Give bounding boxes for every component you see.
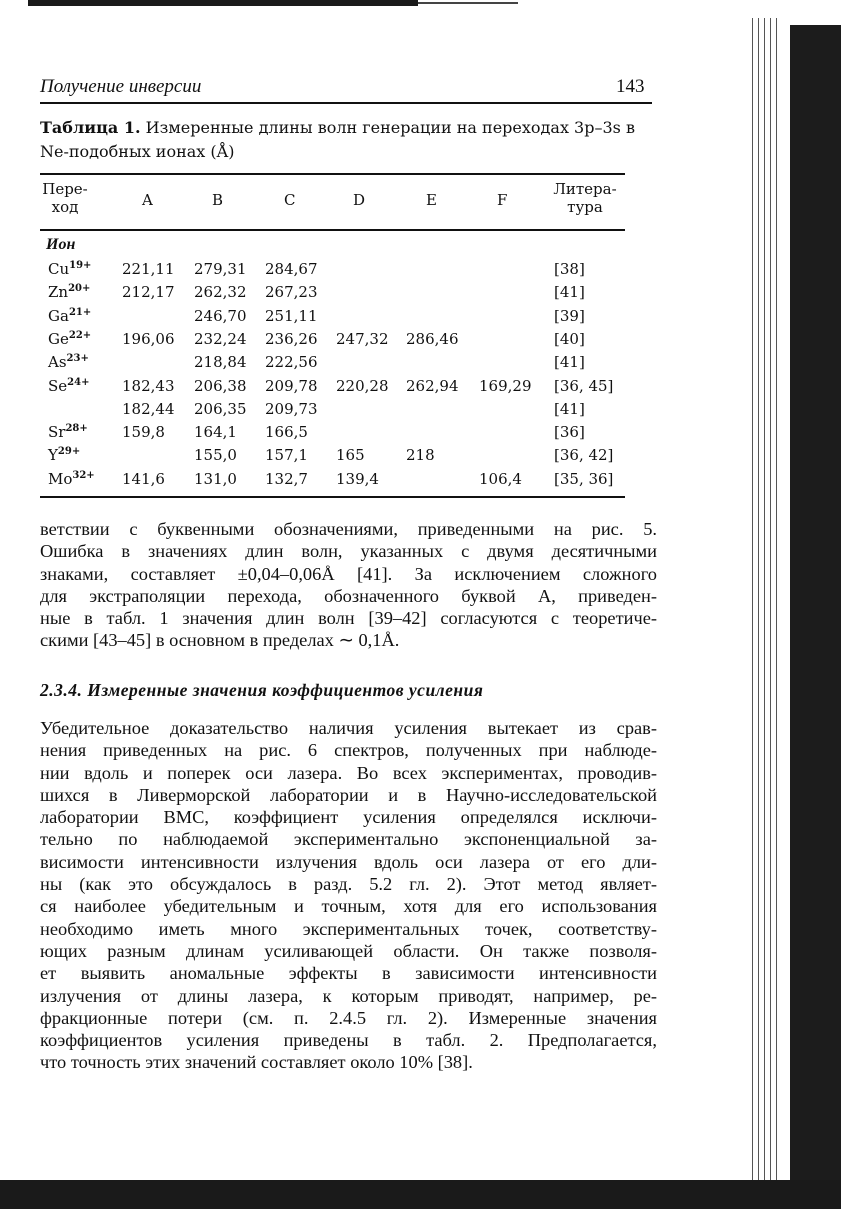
wavelength-cell-c: 209,78 [265,376,318,395]
wavelength-cell-c: 132,7 [265,469,308,488]
wavelength-cell-d: 220,28 [336,376,389,395]
table-row [40,377,625,401]
wavelength-cell-b: 279,31 [194,260,247,278]
ion-cell [48,283,90,301]
running-title: Получение инверсии [40,76,202,97]
page-number: 143 [616,76,645,97]
table-row [40,423,625,447]
col-header-references-line2: тура [567,198,603,216]
reference-cell: [36, 45] [554,376,614,395]
table-header [40,180,625,226]
col-header-c: C [284,191,296,209]
scan-right-edge [790,25,841,1180]
table-row [40,400,625,424]
col-header-a: A [142,191,153,209]
ion-symbol: Zn [48,283,69,302]
text-line: висимости интенсивности излучения вдоль оси лазера от его дли- [40,851,657,872]
text-line: нии вдоль и поперек оси лазера. Во всех экспериментах, проводив- [40,762,657,783]
wavelength-cell-c: 157,1 [265,446,308,465]
text-line: ные в табл. 1 значения длин волн [39–42] согласуются с теоретиче- [40,608,657,629]
ion-cell [48,446,80,464]
col-header-references-line1: Литера- [553,180,617,198]
paragraph-gain-measurements [40,717,657,1074]
text-line: ет выявить аномальные эффекты в зависимости интенсивности [40,963,657,984]
ion-cell [48,377,89,395]
reference-cell: [39] [554,306,585,325]
scan-top-edge-thin [418,2,518,4]
ion-symbol: Ge [48,329,69,348]
wavelength-cell-f: 169,29 [479,376,532,395]
table-row [40,283,625,307]
ion-heading: Ион [46,236,76,253]
wavelength-cell-e: 286,46 [406,329,459,348]
reference-cell: [41] [554,353,585,372]
text-line: Ошибка в значениях длин волн, указанных с двумя десятичными [40,541,657,562]
table-caption-label: Таблица 1. [40,118,141,137]
ion-symbol: As [48,353,67,372]
text-line: шихся в Ливерморской лаборатории и в Научно-исследовательской [40,784,657,805]
text-line: ветствии с буквенными обозначениями, приведенными на рис. 5. [40,519,657,539]
col-header-transition-line2: ход [51,198,79,216]
ion-cell [48,260,91,278]
col-header-f: F [497,191,508,209]
col-header-transition-line1: Пере- [42,180,88,198]
scan-edge-line [752,18,753,1180]
text-line: коэффициентов усиления приведены в табл. 2. Предполагается, [40,1030,657,1051]
reference-cell: [41] [554,399,585,418]
scan-edge-line [770,18,771,1180]
scan-top-edge [28,0,418,6]
wavelength-cell-b: 155,0 [194,446,237,465]
scan-bottom-edge [0,1180,841,1209]
reference-cell: [40] [554,329,585,348]
reference-cell: [41] [554,283,585,302]
ion-charge: 23+ [66,353,89,365]
table-row [40,446,625,470]
text-line: скими [43–45] в основном в пределах ∼ 0,1Å. [40,630,400,651]
text-line: для экстраполяции перехода, обозначенного буквой A, приведен- [40,585,657,606]
col-header-d: D [353,191,366,209]
wavelength-cell-d: 165 [336,446,365,465]
wavelength-cell-b: 206,35 [194,399,247,418]
section-heading: 2.3.4. Измеренные значения коэффициентов усиления [40,680,484,700]
ion-symbol: Mo [48,469,73,488]
scan-edge-line [758,18,759,1180]
wavelength-cell-a: 196,06 [122,329,175,348]
reference-cell: [36] [554,423,585,442]
ion-cell [48,353,89,371]
wavelength-cell-b: 131,0 [194,469,237,488]
reference-cell: [38] [554,260,585,278]
table-row [40,260,625,284]
text-line: знаками, составляет ±0,04–0,06Å [41]. За исключением сложного [40,563,657,584]
ion-symbol: Ga [48,306,69,325]
scan-edge-line [764,18,765,1180]
text-line: излучения от длины лазера, к которым приводят, например, ре- [40,985,657,1006]
ion-charge: 20+ [68,283,91,295]
wavelength-cell-b: 246,70 [194,306,247,325]
wavelength-cell-c: 222,56 [265,353,318,372]
wavelength-cell-c: 166,5 [265,423,308,442]
wavelength-cell-a: 182,44 [122,399,175,418]
paragraph-continuation [40,518,657,652]
ion-charge: 29+ [57,446,81,458]
ion-cell [48,307,91,325]
reference-cell: [35, 36] [554,469,614,488]
table-header-rule [40,229,625,231]
ion-cell [48,330,91,348]
wavelength-cell-a: 221,11 [122,260,175,278]
table-caption-text: Измеренные длины волн генерации на переходах 3p–3s в Ne-подобных ионах (Å) [40,118,635,161]
wavelength-cell-e: 218 [406,446,435,465]
ion-charge: 28+ [65,423,88,435]
col-header-b: B [212,191,224,209]
text-line: тельно по наблюдаемой экспериментально экспоненциальной за- [40,829,657,850]
text-line: ны (как это обсуждалось в разд. 5.2 гл. 2). Этот метод являет- [40,874,657,895]
table-caption [40,116,655,164]
ion-cell [48,470,95,488]
wavelength-cell-a: 159,8 [122,423,165,442]
col-header-transition [40,180,90,216]
text-line: фракционные потери (см. п. 2.4.5 гл. 2). Измеренные значения [40,1007,657,1028]
table-bottom-rule [40,496,625,498]
wavelength-cell-c: 267,23 [265,283,318,302]
ion-charge: 19+ [69,260,92,271]
wavelength-cell-a: 182,43 [122,376,175,395]
wavelength-cell-a: 141,6 [122,469,165,488]
ion-symbol: Y [48,446,58,465]
wavelength-cell-b: 232,24 [194,329,247,348]
header-rule [40,102,652,104]
reference-cell: [36, 42] [554,446,614,465]
text-line: ся наиболее убедительным и точным, хотя для его использования [40,896,657,917]
wavelength-cell-b: 218,84 [194,353,247,372]
ion-symbol: Se [48,376,68,395]
ion-charge: 32+ [72,469,95,481]
ion-symbol: Sr [48,423,66,442]
ion-symbol: Cu [48,260,70,278]
table-row [40,330,625,354]
ion-cell [48,423,88,441]
text-line: что точность этих значений составляет около 10% [38]. [40,1052,473,1073]
wavelength-cell-e: 262,94 [406,376,459,395]
table-row [40,307,625,331]
ion-charge: 24+ [67,376,90,388]
wavelength-cell-d: 247,32 [336,329,389,348]
table-top-rule [40,173,625,175]
text-line: Убедительное доказательство наличия усиления вытекает из срав- [40,718,657,738]
col-header-e: E [426,191,437,209]
table-row [40,470,625,494]
text-line: ющих разным длинам усиливающей области. Он также позволя- [40,940,657,961]
col-header-references [545,180,625,216]
wavelength-cell-f: 106,4 [479,469,522,488]
table-row [40,353,625,377]
wavelength-cell-b: 206,38 [194,376,247,395]
wavelength-cell-b: 164,1 [194,423,237,442]
table-row-ion-heading [40,236,625,260]
wavelength-cell-c: 284,67 [265,260,318,278]
text-line: необходимо иметь много экспериментальных точек, соответству- [40,918,657,939]
text-line: нения приведенных на рис. 6 спектров, полученных при наблюде- [40,740,657,761]
text-line: лаборатории ВМС, коэффициент усиления определялся исключи- [40,807,657,828]
ion-charge: 21+ [68,306,92,318]
scan-edge-line [776,18,777,1180]
wavelength-cell-b: 262,32 [194,283,247,302]
wavelength-cell-c: 251,11 [265,306,318,325]
wavelength-cell-a: 212,17 [122,283,175,302]
wavelength-cell-c: 209,73 [265,399,318,418]
ion-charge: 22+ [68,329,92,341]
wavelength-cell-d: 139,4 [336,469,379,488]
wavelength-cell-c: 236,26 [265,329,318,348]
